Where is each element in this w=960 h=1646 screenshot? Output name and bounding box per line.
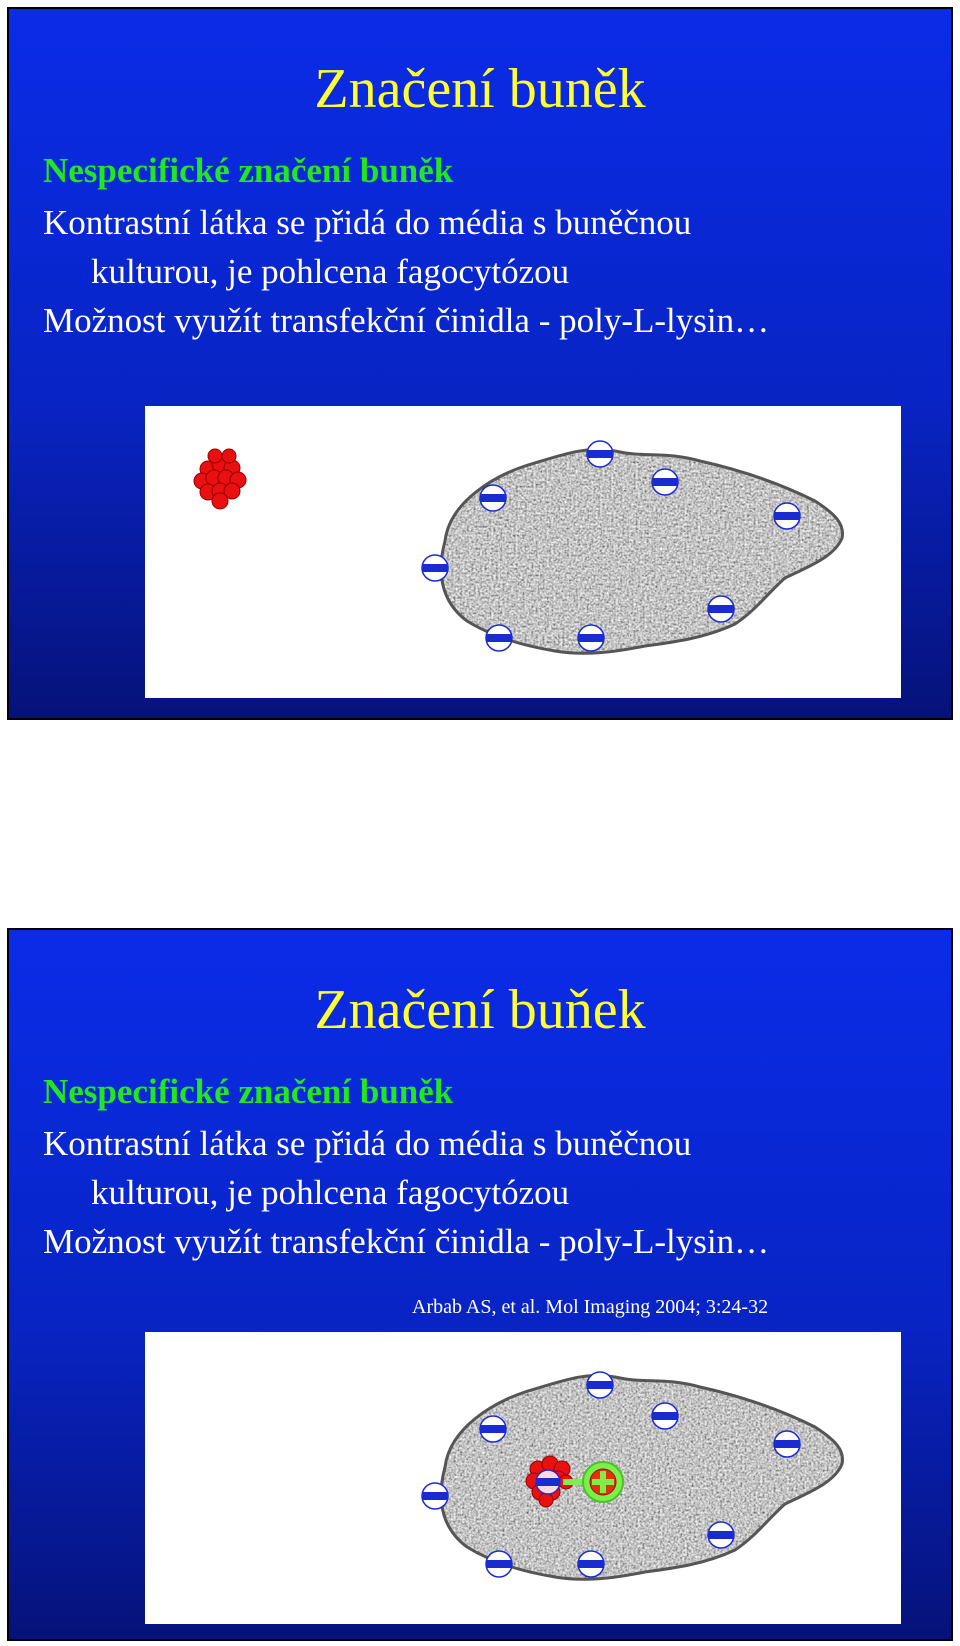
cell-receptor-icon bbox=[480, 485, 506, 511]
slide-title: Značení buněk bbox=[314, 58, 646, 120]
cell-receptor-icon bbox=[578, 1551, 604, 1577]
body-line-3: Možnost využít transfekční činidla - poly-L-lysin… bbox=[43, 1222, 770, 1261]
cell-receptor-icon bbox=[652, 1403, 678, 1429]
nanoparticle-cluster-icon bbox=[194, 449, 246, 509]
cell-receptor-icon bbox=[587, 1372, 613, 1398]
cell-receptor-icon bbox=[486, 1551, 512, 1577]
body-line-1: Kontrastní látka se přidá do média s buněčnou bbox=[43, 203, 692, 242]
body-line-3: Možnost využít transfekční činidla - poly-L-lysin… bbox=[43, 301, 770, 340]
cell-receptor-icon bbox=[708, 596, 734, 622]
cell-receptor-icon bbox=[486, 625, 512, 651]
illustration-panel bbox=[145, 1332, 901, 1624]
cell-receptor-icon bbox=[774, 1431, 800, 1457]
slide-title: Značení buňek bbox=[314, 979, 646, 1041]
slide-subheading: Nespecifické značení buněk bbox=[43, 151, 454, 190]
citation: Arbab AS, et al. Mol Imaging 2004; 3:24-32 bbox=[412, 1296, 769, 1318]
cell-illustration bbox=[145, 406, 901, 698]
cell-receptor-icon bbox=[536, 1470, 560, 1494]
slide-2 bbox=[7, 928, 953, 1641]
cell-receptor-icon bbox=[652, 469, 678, 495]
cell-receptor-icon bbox=[480, 1416, 506, 1442]
body-line-2: kulturou, je pohlcena fagocytózou bbox=[91, 252, 570, 291]
slide-1 bbox=[7, 7, 953, 720]
cell-receptor-icon bbox=[708, 1522, 734, 1548]
cell-receptor-icon bbox=[774, 503, 800, 529]
cell-receptor-icon bbox=[587, 441, 613, 467]
slide-subheading: Nespecifické značení buněk bbox=[43, 1072, 454, 1111]
cell-illustration bbox=[145, 1332, 901, 1624]
illustration-panel bbox=[145, 406, 901, 698]
cell-receptor-icon bbox=[422, 1483, 448, 1509]
body-line-1: Kontrastní látka se přidá do média s buněčnou bbox=[43, 1124, 692, 1163]
body-line-2: kulturou, je pohlcena fagocytózou bbox=[91, 1173, 570, 1212]
transfection-agent-plus-icon bbox=[583, 1462, 623, 1502]
cell-receptor-icon bbox=[422, 555, 448, 581]
cell-receptor-icon bbox=[578, 625, 604, 651]
